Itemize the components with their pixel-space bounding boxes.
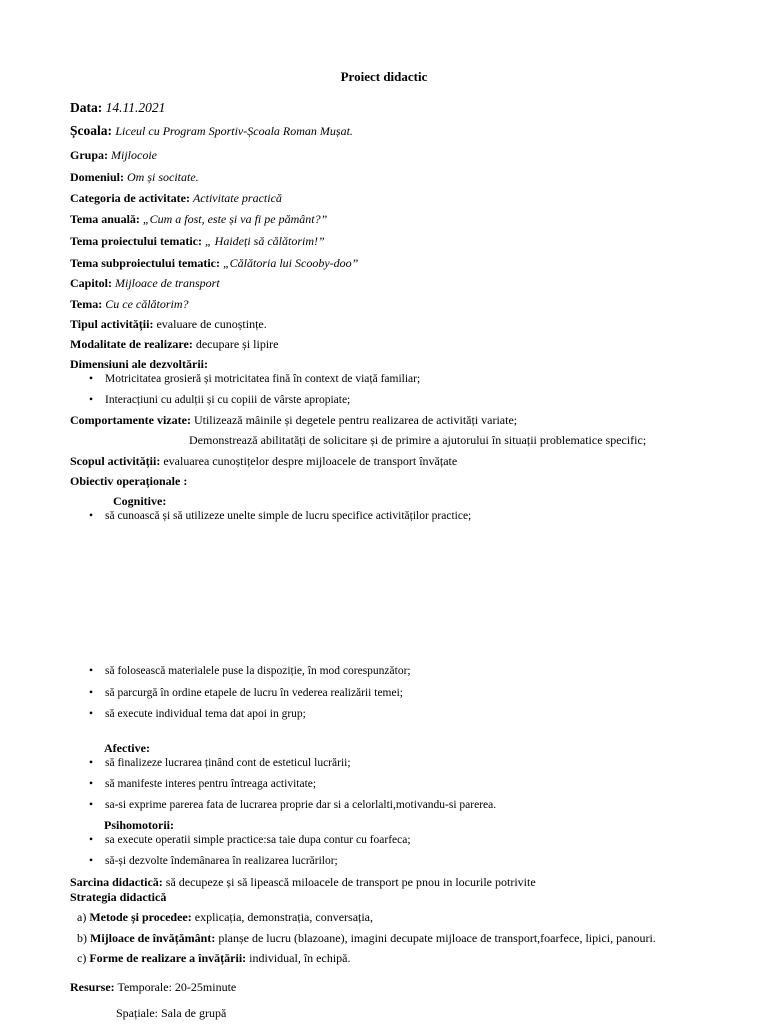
list-item [89,393,351,407]
bullet-icon: • [89,757,94,769]
cognitive-heading: Cognitive: [113,494,167,508]
bullet-icon: • [89,834,94,846]
field-label: Domeniul: [70,170,124,184]
item-letter: c) [77,951,87,965]
field-scopul [70,454,457,468]
field-value: 14.11.2021 [105,100,166,115]
field-value: Mijlocoie [111,148,157,162]
bullet-icon: • [89,373,94,385]
field-label: Sarcina didactică: [70,875,163,889]
field-sarcina [70,875,536,889]
bullet-icon: • [89,855,94,867]
item-letter: b) [77,931,87,945]
field-capitol [70,276,220,290]
field-label: Scopul activității: [70,454,161,468]
dimensiuni-heading [70,357,208,371]
list-item-text: să manifeste interes pentru întreaga activitate; [105,778,317,790]
bullet-icon: • [89,778,94,790]
item-value: planșe de lucru (blazoane), imagini decupate mijloace de transport,foarfece, lipici, panouri. [218,931,656,945]
bullet-icon: • [89,687,94,699]
list-item-text: sa execute operatii simple practice:sa taie dupa contur cu foarfeca; [105,834,411,846]
list-item-text: Motricitatea grosieră și motricitatea fină în context de viață familiar; [105,373,421,385]
field-value: „Cum a fost, este și va fi pe pământ?” [142,212,328,226]
list-item [89,686,403,700]
field-label: Modalitate de realizare: [70,337,193,351]
section-label: Dimensiuni ale dezvoltării: [70,357,208,371]
item-label: Metode și procedee: [89,910,192,924]
field-label: Tema proiectului tematic: [70,234,202,248]
field-tema-subproiect [70,256,358,270]
field-label: Tema subproiectului tematic: [70,256,220,270]
field-resurse [70,980,236,994]
field-label: Tipul activității: [70,317,154,331]
list-item-text: să execute individual tema dat apoi in grup; [105,708,306,720]
list-item-text: sa-si exprime parerea fata de lucrarea proprie dar si a celorlalti,motivandu-si parerea. [105,799,497,811]
item-value: explicația, demonstrația, conversația, [194,910,374,924]
field-label: Data: [70,100,103,115]
strategia-item [77,951,350,965]
bullet-icon: • [89,665,94,677]
strategia-item [77,910,373,924]
field-scoala [70,124,353,138]
field-modalitate [70,337,279,351]
field-value: Mijloace de transport [115,276,220,290]
list-item-text: să folosească materialele puse la dispoziție, în mod corespunzător; [105,665,411,677]
field-value: „Călătoria lui Scooby-doo” [223,256,359,270]
field-value: Om și socitate. [127,170,199,184]
list-item [89,833,411,847]
field-data [70,101,165,115]
field-categoria [70,191,282,205]
bullet-icon: • [89,799,94,811]
field-value: Liceul cu Program Sportiv-Școala Roman Mușat. [115,124,353,138]
bullet-icon: • [89,394,94,406]
item-letter: a) [77,910,87,924]
field-domeniul [70,170,199,184]
list-item [89,756,351,770]
item-label: Mijloace de învățământ: [90,931,216,945]
field-label: Comportamente vizate: [70,413,191,427]
field-value: Utilizează mâinile și degetele pentru realizarea de activități variate; [193,413,518,427]
field-label: Grupa: [70,148,109,162]
field-label: Tema anuală: [70,212,140,226]
list-item [89,372,421,386]
field-label: Capitol: [70,276,112,290]
field-tema [70,297,189,311]
field-tema-proiect [70,234,325,248]
field-grupa [70,148,157,162]
field-tema-anuala [70,212,327,226]
item-value: individual, în echipă. [249,951,351,965]
list-item-text: să cunoască și să utilizeze unelte simple de lucru specifice activităților practice; [105,510,472,522]
list-item-text: să-și dezvolte îndemânarea în realizarea lucrărilor; [105,855,338,867]
bullet-icon: • [89,510,94,522]
field-label: Resurse: [70,980,115,994]
field-value: Activitate practică [192,191,282,205]
afective-heading: Afective: [104,741,150,755]
strategia-item [77,931,656,945]
field-value: decupare și lipire [195,337,279,351]
field-value: să decupeze și să lipească miloacele de transport pe pnou in locurile potrivite [165,875,536,889]
field-value: Temporale: 20-25minute [117,980,237,994]
document-title: Proiect didactic [340,69,428,84]
list-item-text: să parcurgă în ordine etapele de lucru în vederea realizării temei; [105,687,403,699]
section-label: Obiectiv operaționale : [70,474,188,488]
field-tipul [70,317,267,331]
field-label: Tema: [70,297,103,311]
list-item [89,798,497,812]
field-value: „ Haideți să călătorim!” [204,234,325,248]
field-value: evaluarea cunoștițelor despre mijloacele de transport învățate [163,454,458,468]
list-item [89,664,411,678]
resurse-second-line: Spațiale: Sala de grupă [116,1006,227,1020]
field-comportamente [70,413,517,427]
field-value: Cu ce călătorim? [105,297,189,311]
list-item [89,509,472,523]
field-label: Categoria de activitate: [70,191,190,205]
obiectiv-heading [70,474,187,488]
list-item-text: Interacțiuni cu adulții și cu copiii de vârste apropiate; [105,394,351,406]
section-label: Strategia didactică [70,890,167,904]
bullet-icon: • [89,708,94,720]
item-label: Forme de realizare a învățării: [89,951,247,965]
strategia-heading [70,890,166,904]
field-label: Școala: [70,123,112,138]
field-value: evaluare de cunoștințe. [156,317,267,331]
list-item [89,707,306,721]
list-item [89,777,317,791]
list-item-text: să finalizeze lucrarea ținând cont de esteticul lucrării; [105,757,351,769]
psihomotorii-heading: Psihomotorii: [104,818,174,832]
list-item [89,854,338,868]
comportamente-second-line: Demonstrează abilitatăți de solicitare și de primire a ajutorului în situații problematice specific; [189,433,647,447]
